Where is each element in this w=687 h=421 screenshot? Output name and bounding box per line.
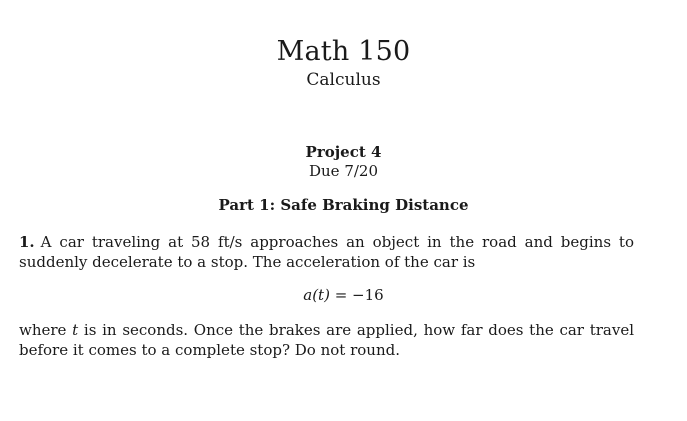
project-due-date: Due 7/20 [308,162,379,180]
problem-question [19,320,634,360]
question-variable: t [72,321,79,339]
project-title: Project 4 [305,143,382,161]
question-suffix: is in seconds. Once the brakes are applied, how far does the car travel before it comes to a complete stop? Do not round. [19,321,634,359]
equation-lhs: a(t) [303,286,330,304]
problem-statement [19,232,634,272]
problem-intro-text: A car traveling at 58 ft/s approaches an object in the road and begins to suddenly decelerate to a stop. The acceleration of the car is [19,233,634,271]
question-prefix: where [19,321,73,339]
course-title: Math 150 [276,36,411,67]
equation-rhs: = −16 [329,286,384,304]
part-heading: Part 1: Safe Braking Distance [218,196,469,214]
problem-number: 1. [19,233,35,251]
project-info [0,143,687,181]
acceleration-equation [0,286,687,304]
course-subtitle: Calculus [306,70,381,90]
